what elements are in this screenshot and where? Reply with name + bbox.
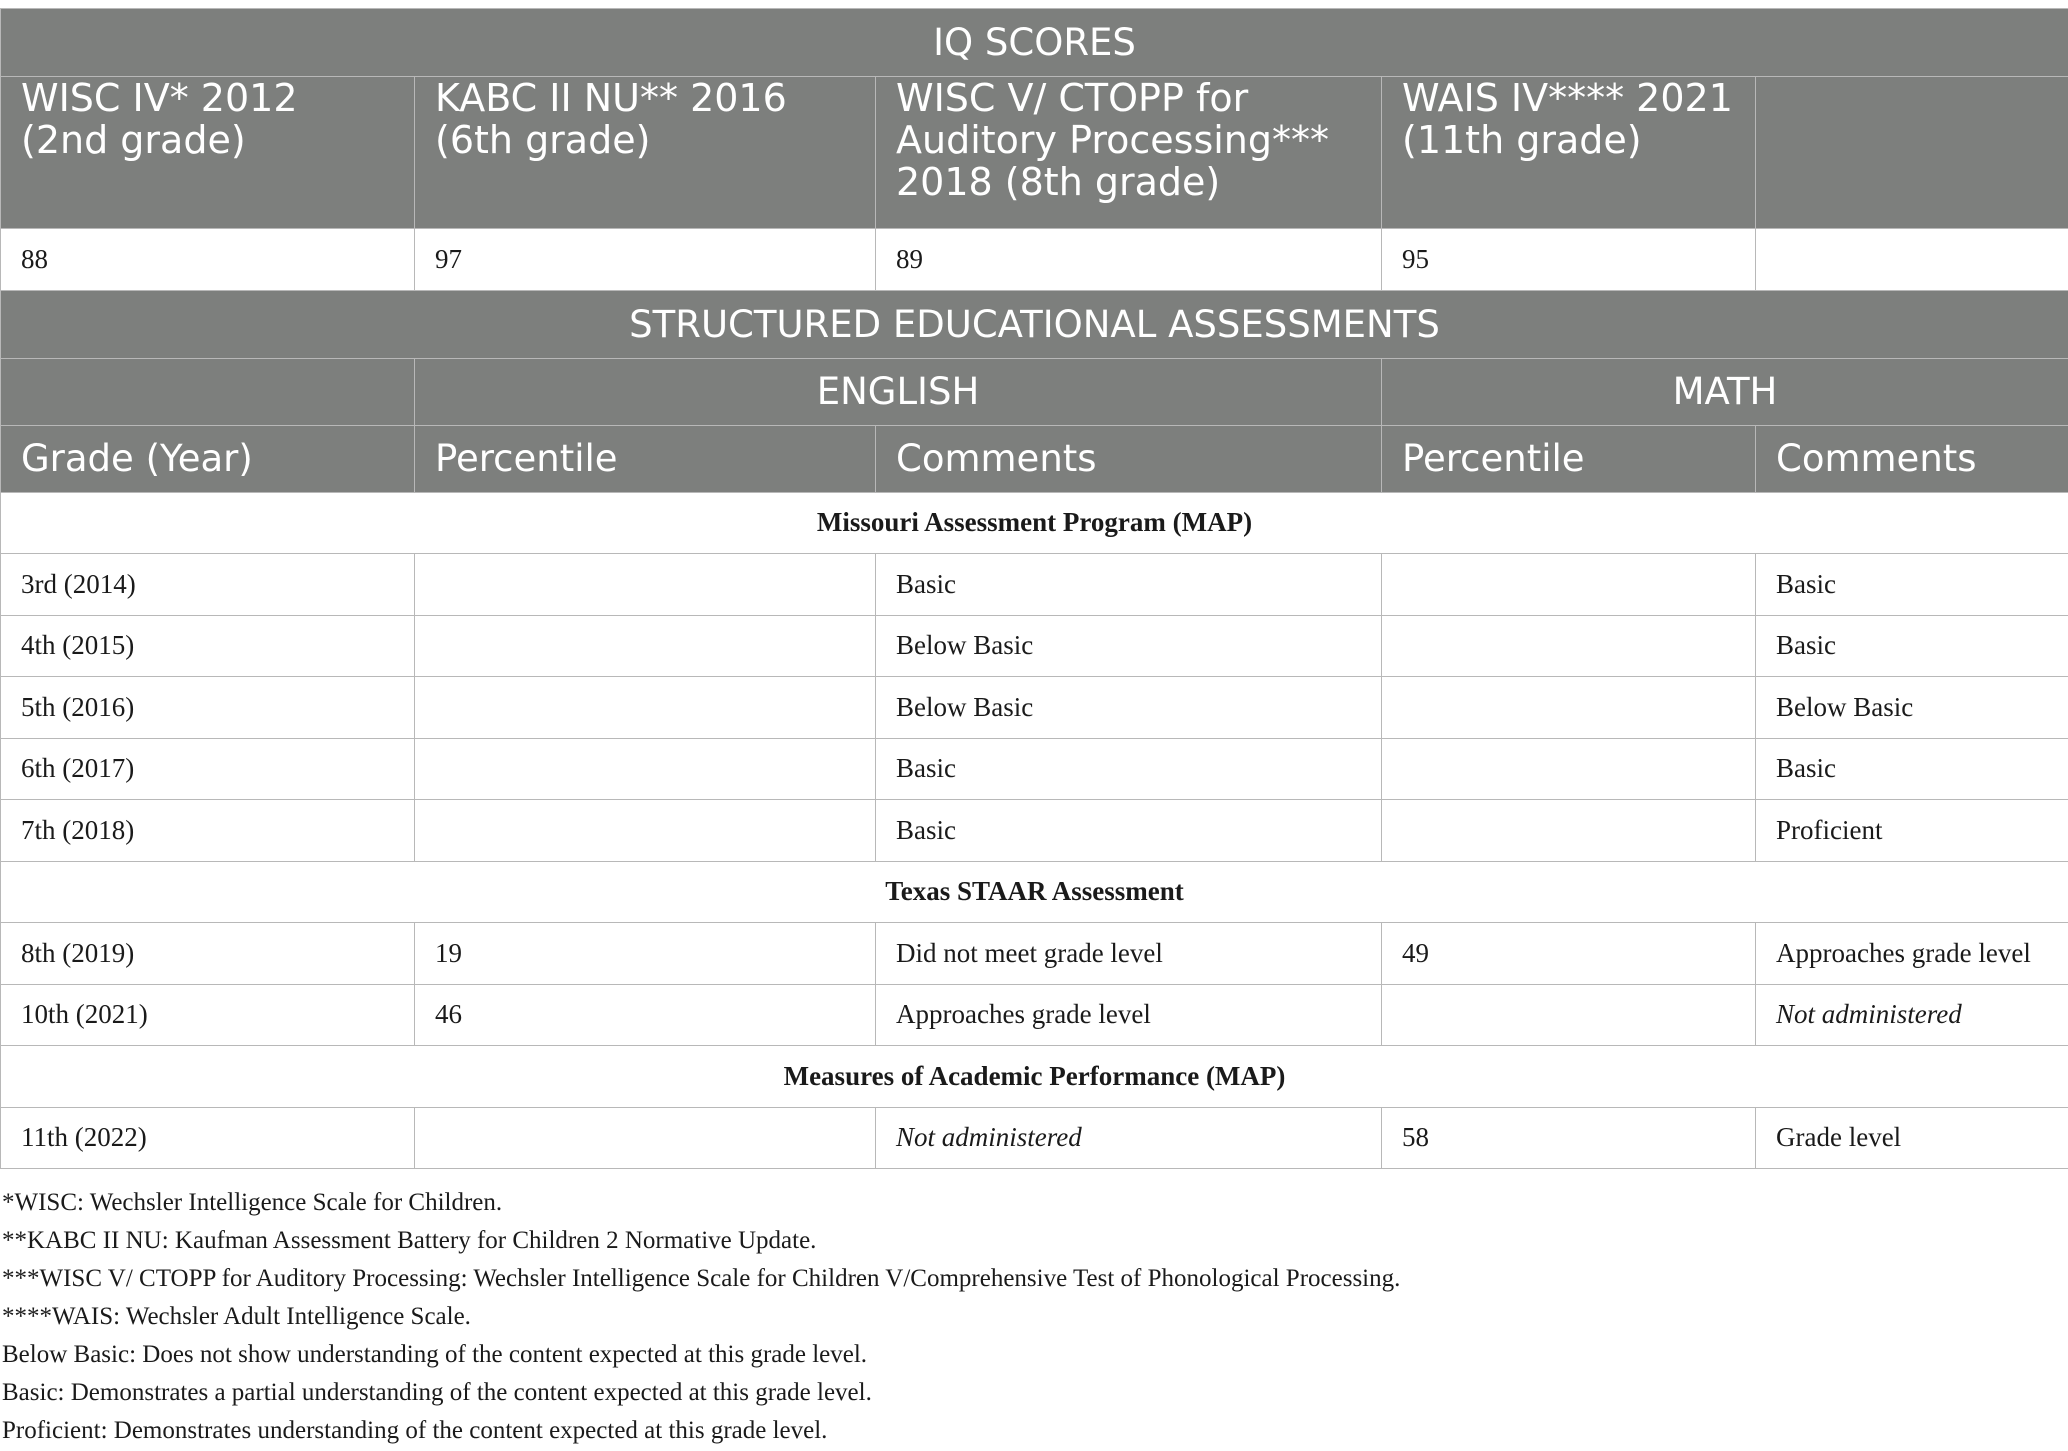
iq-header-cell: WISC IV* 2012 (2nd grade) (1, 77, 415, 229)
section-title: Missouri Assessment Program (MAP) (1, 492, 2068, 554)
math-comment-cell: Not administered (1756, 984, 2068, 1046)
table-row (1, 615, 2068, 677)
english-percentile-cell (415, 1107, 876, 1169)
grade-cell: 8th (2019) (1, 923, 415, 985)
footnote: *WISC: Wechsler Intelligence Scale for Children. (2, 1189, 503, 1216)
iq-score-cell: 97 (415, 229, 876, 291)
section-row (1, 861, 2068, 923)
iq-score-row (1, 229, 2068, 291)
footnotes (2, 1184, 1400, 1450)
math-percentile-cell (1382, 984, 1756, 1046)
english-percentile-cell: 46 (415, 984, 876, 1046)
english-percentile-cell (415, 738, 876, 800)
table-row (1, 677, 2068, 739)
math-heading: MATH (1382, 358, 2068, 425)
grade-cell: 11th (2022) (1, 1107, 415, 1169)
grade-cell: 3rd (2014) (1, 554, 415, 616)
english-percentile-cell (415, 554, 876, 616)
table-row (1, 923, 2068, 985)
column-header: Percentile (415, 425, 876, 492)
iq-header-cell (1756, 77, 2068, 229)
section-title: Texas STAAR Assessment (1, 861, 2068, 923)
section-row (1, 1046, 2068, 1108)
iq-title-row (1, 9, 2068, 77)
column-header: Comments (876, 425, 1382, 492)
math-percentile-cell: 58 (1382, 1107, 1756, 1169)
grade-cell: 7th (2018) (1, 800, 415, 862)
iq-header-cell: KABC II NU** 2016 (6th grade) (415, 77, 876, 229)
grade-cell: 6th (2017) (1, 738, 415, 800)
column-header: Grade (Year) (1, 425, 415, 492)
assess-title-row (1, 290, 2068, 358)
iq-score-cell: 95 (1382, 229, 1756, 291)
iq-score-cell: 88 (1, 229, 415, 291)
footnote: **KABC II NU: Kaufman Assessment Battery for Children 2 Normative Update. (2, 1227, 817, 1254)
table-row (1, 984, 2068, 1046)
assessment-table (0, 8, 2068, 1169)
math-percentile-cell (1382, 738, 1756, 800)
grade-cell: 4th (2015) (1, 615, 415, 677)
table-row (1, 738, 2068, 800)
table-row (1, 1107, 2068, 1169)
column-header: Comments (1756, 425, 2068, 492)
english-comment-cell: Basic (876, 800, 1382, 862)
table-row (1, 800, 2068, 862)
iq-header-cell: WAIS IV**** 2021 (11th grade) (1382, 77, 1756, 229)
math-comment-cell: Basic (1756, 738, 2068, 800)
iq-header-row (1, 77, 2068, 229)
subject-row (1, 358, 2068, 425)
column-header: Percentile (1382, 425, 1756, 492)
subject-blank-cell (1, 358, 415, 425)
math-comment-cell: Proficient (1756, 800, 2068, 862)
iq-score-cell (1756, 229, 2068, 291)
grade-cell: 10th (2021) (1, 984, 415, 1046)
english-comment-cell: Not administered (876, 1107, 1382, 1169)
math-comment-cell: Below Basic (1756, 677, 2068, 739)
section-title: Measures of Academic Performance (MAP) (1, 1046, 2068, 1108)
english-percentile-cell (415, 800, 876, 862)
footnote: Basic: Demonstrates a partial understanding of the content expected at this grade level. (2, 1379, 872, 1406)
english-comment-cell: Approaches grade level (876, 984, 1382, 1046)
math-percentile-cell (1382, 615, 1756, 677)
iq-header-cell: WISC V/ CTOPP for Auditory Processing*** 2018 (8th grade) (876, 77, 1382, 229)
grade-cell: 5th (2016) (1, 677, 415, 739)
section-row (1, 492, 2068, 554)
iq-title: IQ SCORES (1, 9, 2068, 77)
english-percentile-cell (415, 615, 876, 677)
math-percentile-cell (1382, 800, 1756, 862)
footnote: ****WAIS: Wechsler Adult Intelligence Scale. (2, 1303, 471, 1330)
math-percentile-cell (1382, 677, 1756, 739)
math-percentile-cell (1382, 554, 1756, 616)
english-comment-cell: Did not meet grade level (876, 923, 1382, 985)
english-comment-cell: Basic (876, 554, 1382, 616)
english-comment-cell: Basic (876, 738, 1382, 800)
english-comment-cell: Below Basic (876, 677, 1382, 739)
math-comment-cell: Basic (1756, 615, 2068, 677)
math-percentile-cell: 49 (1382, 923, 1756, 985)
math-comment-cell: Grade level (1756, 1107, 2068, 1169)
english-percentile-cell: 19 (415, 923, 876, 985)
footnote: Below Basic: Does not show understanding of the content expected at this grade level. (2, 1341, 868, 1368)
english-comment-cell: Below Basic (876, 615, 1382, 677)
math-comment-cell: Approaches grade level (1756, 923, 2068, 985)
english-heading: ENGLISH (415, 358, 1382, 425)
table-row (1, 554, 2068, 616)
footnote: Proficient: Demonstrates understanding of the content expected at this grade level. (2, 1417, 828, 1444)
iq-score-cell: 89 (876, 229, 1382, 291)
column-header-row (1, 425, 2068, 492)
english-percentile-cell (415, 677, 876, 739)
math-comment-cell: Basic (1756, 554, 2068, 616)
footnote: ***WISC V/ CTOPP for Auditory Processing: Wechsler Intelligence Scale for Children V/Comprehensive Test of Phonological Processing. (2, 1265, 1401, 1292)
assess-title: STRUCTURED EDUCATIONAL ASSESSMENTS (1, 290, 2068, 358)
